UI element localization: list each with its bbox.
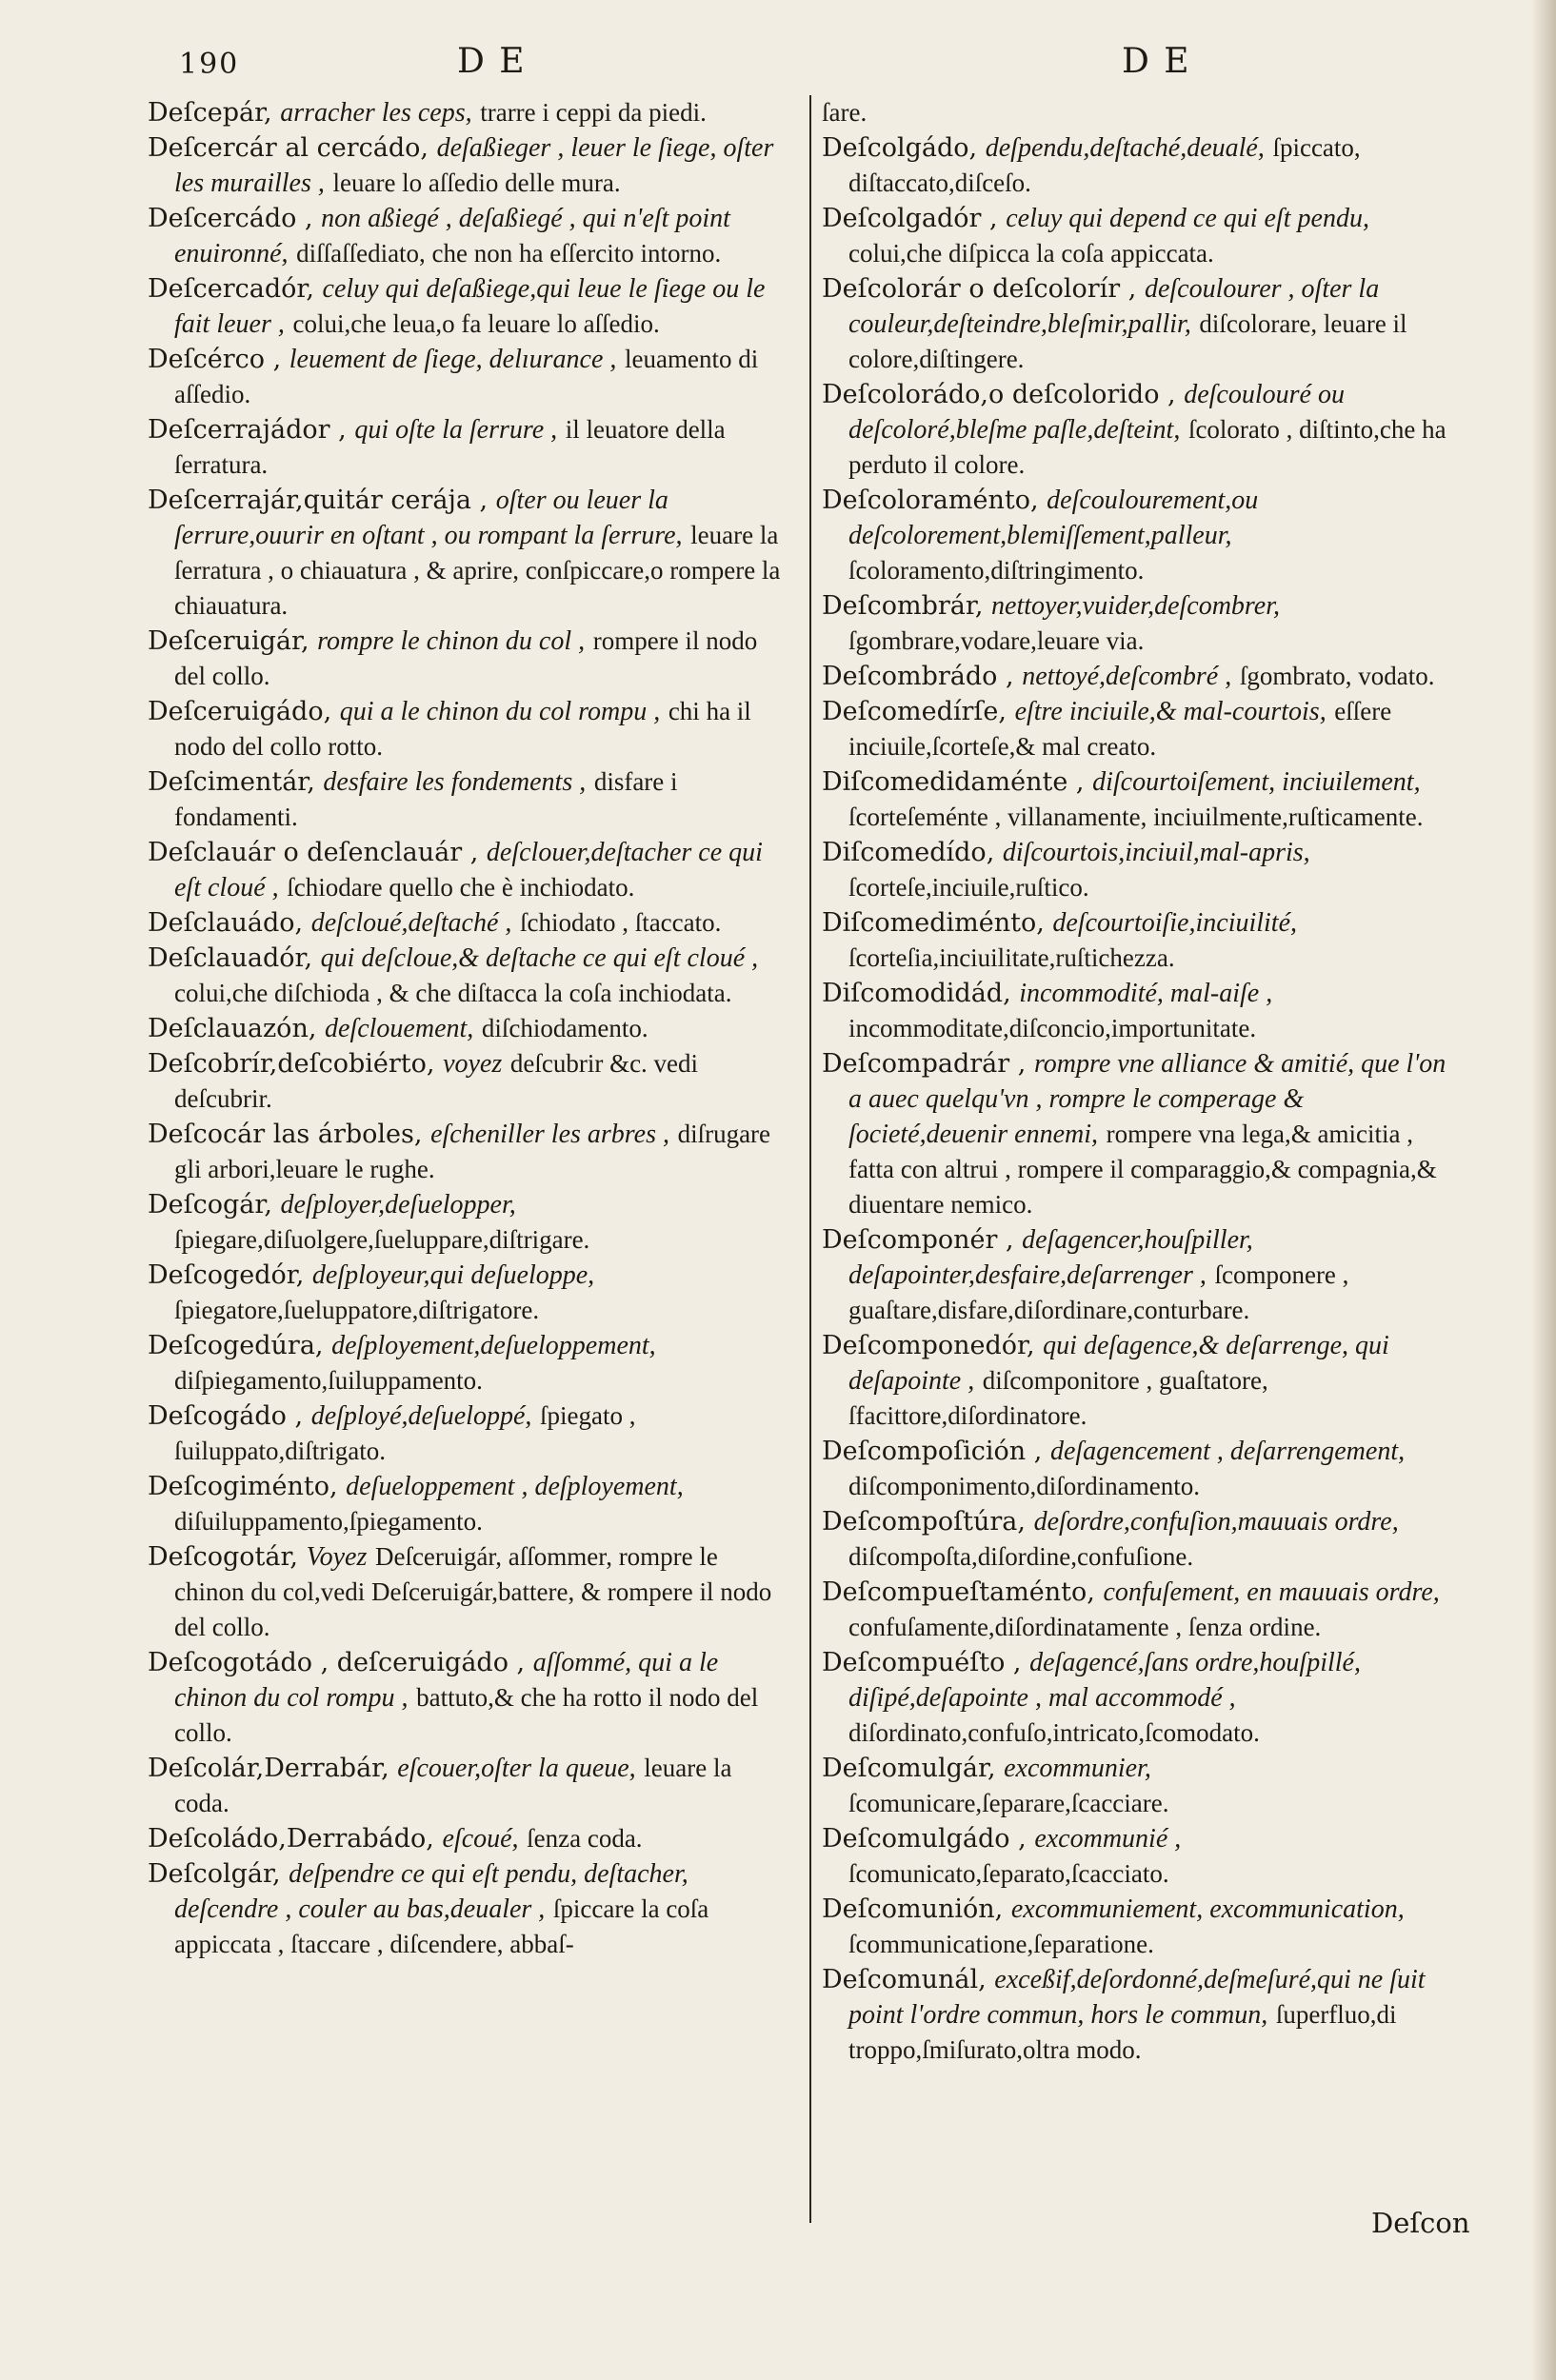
entry-headword: Diſcomodidád, (822, 979, 1011, 1008)
dictionary-entry (148, 1258, 790, 1328)
entry-italian: disfare i fondamenti. (174, 767, 678, 831)
running-head-left: D E (457, 42, 527, 81)
entry-headword: Deſcérco , (148, 345, 282, 374)
entry-french: non aßiegé , deſaßiegé , qui n'eſt point enuironné, (174, 204, 730, 268)
entry-french: deſagencé,ſans ordre,houſpillé, diſipé,deſapointe , mal accommodé , (848, 1648, 1361, 1713)
dictionary-entry (148, 95, 790, 130)
entry-french: leuement de ſiege, delıurance , (289, 345, 617, 374)
entry-headword: Deſcolorár o deſcolorír , (822, 274, 1137, 304)
entry-headword: Deſclauádo, (148, 908, 304, 938)
entry-headword: Deſclauár o deſenclauár , (148, 838, 479, 867)
entry-french: Voyez (306, 1542, 368, 1572)
entry-headword: Deſcocár las árboles, (148, 1120, 423, 1149)
entry-french: aſſommé, qui a le chinon du col rompu , (174, 1648, 719, 1713)
entry-italian: rompere vna lega,& amicitia , fatta con altrui , rompere il comparaggio,& compagnia,& diuentare nemico. (848, 1120, 1437, 1219)
dictionary-entry (148, 130, 790, 201)
entry-headword: Deſcerrajár,quitár cerája , (148, 486, 489, 515)
entry-italian: confuſamente,diſordinatamente , ſenza ordine. (848, 1613, 1322, 1641)
entry-italian: ſare. (822, 98, 868, 127)
entry-italian: ſcomponere , guaſtare,disfare,diſordinare,conturbare. (848, 1260, 1349, 1324)
dictionary-entry (822, 694, 1465, 764)
entry-italian: ſcorteſe,inciuile,ruſtico. (848, 873, 1089, 902)
entry-french: deſclouer,deſtacher ce qui eſt cloué , (174, 838, 763, 902)
entry-italian: ſcolorato , diſtinto,che ha perduto il colore. (848, 415, 1446, 479)
entry-headword: Deſceruigádo, (148, 697, 332, 726)
entry-italian: ſenza coda. (527, 1824, 643, 1853)
entry-french: exceßif,deſordonné,deſmeſuré,qui ne ſuit point l'ordre commun, hors le commun, (848, 1965, 1426, 2030)
entry-french: eſtre inciuile,& mal-courtois, (1014, 697, 1327, 726)
entry-headword: Deſcoloraménto, (822, 486, 1039, 515)
entry-headword: Deſcomulgádo , (822, 1824, 1027, 1854)
dictionary-entry (822, 130, 1465, 201)
entry-french: celuy qui depend ce qui eſt pendu, (1006, 204, 1369, 233)
entry-french: nettoyer,vuider,deſcombrer, (991, 591, 1281, 621)
entry-french: diſcourtois,inciuil,mal-apris, (1002, 838, 1310, 867)
entry-italian: ſuperfluo,di troppo,ſmiſurato,oltra modo. (848, 2000, 1397, 2064)
entry-italian: diſuiluppamento,ſpiegamento. (174, 1507, 483, 1536)
dictionary-entry (148, 1469, 790, 1539)
entry-headword: Deſcogedúra, (148, 1331, 324, 1360)
entry-italian: battuto,& che ha rotto il nodo del collo. (174, 1683, 759, 1747)
entry-italian: colui,che diſpicca la coſa appiccata. (848, 239, 1214, 268)
entry-italian: diſchiodamento. (481, 1014, 648, 1042)
dictionary-entry (148, 1821, 790, 1856)
entry-italian: ſgombrare,vodare,leuare via. (848, 626, 1145, 655)
entry-french: excommuniement, excommunication, (1010, 1894, 1405, 1924)
entry-french: celuy qui deſaßiege,qui leue le ſiege ou le fait leuer , (174, 274, 766, 339)
dictionary-entry (822, 1962, 1465, 2068)
entry-headword: Deſcercádo , (148, 204, 313, 233)
entry-french: qui oſte la ſerrure , (354, 415, 558, 445)
entry-headword: Diſcomediménto, (822, 908, 1045, 938)
dictionary-entry (822, 764, 1465, 835)
running-head (0, 38, 1556, 95)
entry-french: deſcourtoiſie,inciuilité, (1052, 908, 1298, 938)
dictionary-entry (148, 1645, 790, 1751)
entry-french: deſpendre ce qui eſt pendu, deſtacher, deſcendre , couler au bas,deualer , (174, 1859, 688, 1924)
entry-french: excommunié , (1034, 1824, 1182, 1854)
entry-french: qui a le chinon du col rompu , (339, 697, 661, 726)
entry-italian: colui,che diſchioda , & che diſtacca la coſa inchiodata. (174, 979, 732, 1007)
entry-headword: Diſcomedído, (822, 838, 995, 867)
entry-headword: Deſcerrajádor , (148, 415, 347, 445)
entry-headword: Deſcolgár, (148, 1859, 281, 1889)
entry-headword: Deſcompoſición , (822, 1437, 1043, 1466)
left-column (148, 95, 790, 1962)
entry-headword: Deſcomedírſe, (822, 697, 1007, 726)
dictionary-entry (822, 1222, 1465, 1328)
dictionary-entry (822, 905, 1465, 976)
entry-french: excommunier, (1004, 1754, 1151, 1783)
dictionary-entry (822, 588, 1465, 659)
entry-headword: Deſcomunál, (822, 1965, 987, 1994)
entry-french: deſcoulourer , oſter la couleur,deſteindre,bleſmir,pallir, (848, 274, 1380, 339)
entry-headword: Deſcolorádo,o deſcolorido , (822, 380, 1176, 409)
entry-italian: diſcompoſta,diſordine,confuſione. (848, 1542, 1194, 1571)
entry-italian: il leuatore della ſerratura. (174, 415, 726, 479)
dictionary-entry (822, 95, 1465, 130)
entry-headword: Deſclauazón, (148, 1014, 317, 1043)
dictionary-entry (148, 1328, 790, 1398)
dictionary-entry (822, 483, 1465, 588)
entry-headword: Deſcercár al cercádo, (148, 133, 429, 163)
entry-french: eſcheniller les arbres , (430, 1120, 669, 1149)
entry-headword: Deſcolár,Derrabár, (148, 1754, 389, 1783)
entry-french: deſclouement, (325, 1014, 474, 1043)
entry-headword: Deſcompuéſto , (822, 1648, 1022, 1677)
entry-italian: leuare lo aſſedio delle mura. (332, 169, 621, 197)
dictionary-entry (822, 271, 1465, 377)
entry-italian: ſcommunicatione,ſeparatione. (848, 1930, 1154, 1958)
entry-italian: diſſaſſediato, che non ha eſſercito intorno. (296, 239, 722, 268)
dictionary-entry (822, 835, 1465, 905)
entry-french: eſcoué, (442, 1824, 519, 1854)
dictionary-entry (822, 1046, 1465, 1222)
entry-italian: diſpiegamento,ſuiluppamento. (174, 1366, 483, 1395)
entry-french: incommodité, mal-aiſe , (1019, 979, 1273, 1008)
entry-french: qui deſcloue,& deſtache ce qui eſt cloué , (320, 943, 759, 973)
entry-headword: Deſcolgádo, (822, 133, 978, 163)
entry-headword: Deſclauadór, (148, 943, 313, 973)
entry-french: deſcloué,deſtaché , (310, 908, 512, 938)
entry-italian: rompere il nodo del collo. (174, 626, 758, 690)
entry-italian: deſcubrir &c. vedi deſcubrir. (174, 1049, 699, 1113)
entry-french: deſcoulourement,ou deſcolorement,blemiſſement,palleur, (848, 486, 1259, 550)
page-edge-shadow (1531, 0, 1556, 2380)
entry-french: nettoyé,deſcombré , (1022, 662, 1232, 691)
entry-french: voyez (443, 1049, 503, 1079)
entry-headword: Deſcogedór, (148, 1260, 305, 1290)
entry-headword: Deſcomunión, (822, 1894, 1004, 1924)
running-head-right: D E (1122, 42, 1191, 81)
dictionary-entry (822, 1645, 1465, 1751)
entry-italian: ſgombrato, vodato. (1239, 662, 1435, 690)
entry-headword: Deſcombrár, (822, 591, 984, 621)
entry-italian: diſcomponitore , guaſtatore, ſfacittore,diſordinatore. (848, 1366, 1268, 1430)
entry-italian: eſſere inciuile,ſcorteſe,& mal creato. (848, 697, 1392, 761)
entry-headword: Deſcolgadór , (822, 204, 998, 233)
dictionary-entry (148, 764, 790, 835)
dictionary-entry (148, 1751, 790, 1821)
entry-italian: diſcolorare, leuare il colore,diſtingere. (848, 309, 1407, 373)
entry-french: deſordre,confuſion,mauuais ordre, (1033, 1507, 1399, 1537)
entry-italian: leuare la coda. (174, 1754, 732, 1817)
dictionary-entry (148, 1117, 790, 1187)
entry-italian: Deſceruigár, aſſommer, rompre le chinon du col,vedi Deſceruigár,battere, & rompere il nodo del collo. (174, 1542, 772, 1641)
entry-italian: leuare la ſerratura , o chiauatura , & aprire, conſpiccare,o rompere la chiauatura. (174, 521, 781, 620)
entry-french: deſployement,deſueloppement, (331, 1331, 656, 1360)
entry-headword: Deſcepár, (148, 98, 272, 128)
entry-headword: Deſcogádo , (148, 1401, 304, 1431)
column-divider (809, 95, 811, 2223)
entry-italian: diſcomponimento,diſordinamento. (848, 1472, 1200, 1500)
entry-headword: Deſcogotádo , deſceruigádo , (148, 1648, 526, 1677)
entry-italian: ſcomunicato,ſeparato,ſcacciato. (848, 1859, 1169, 1888)
entry-french: arracher les ceps, (280, 98, 472, 128)
entry-headword: Deſcompueſtaménto, (822, 1577, 1095, 1607)
dictionary-entry (822, 976, 1465, 1046)
entry-french: deſcoulouré ou deſcoloré,bleſme paſle,deſteint, (848, 380, 1345, 445)
entry-french: oſter ou leuer la ſerrure,ouurir en oſtant , ou rompant la ſerrure, (174, 486, 683, 550)
right-column (822, 95, 1465, 2068)
dictionary-entry (148, 905, 790, 941)
entry-french: deſployé,deſueloppé, (310, 1401, 532, 1431)
dictionary-entry (148, 1398, 790, 1469)
entry-french: deſaßieger , leuer le ſiege, oſter les murailles , (174, 133, 774, 198)
dictionary-entry (148, 271, 790, 342)
entry-headword: Deſceruigár, (148, 626, 309, 656)
entry-french: rompre le chinon du col , (317, 626, 586, 656)
dictionary-entry (822, 1892, 1465, 1962)
entry-italian: ſcoloramento,diſtringimento. (848, 556, 1145, 585)
entry-french: confuſement, en mauuais ordre, (1103, 1577, 1440, 1607)
dictionary-entry (822, 659, 1465, 694)
dictionary-entry (822, 201, 1465, 271)
entry-headword: Deſcomponedór, (822, 1331, 1035, 1360)
dictionary-entry (148, 941, 790, 1011)
dictionary-entry (148, 1539, 790, 1645)
dictionary-entry (148, 1856, 790, 1962)
entry-italian: ſpiegare,diſuolgere,ſueluppare,diſtrigare. (174, 1225, 590, 1254)
dictionary-entry (148, 694, 790, 764)
dictionary-entry (822, 1434, 1465, 1504)
entry-headword: Deſcombrádo , (822, 662, 1014, 691)
dictionary-entry (822, 1821, 1465, 1892)
entry-headword: Deſcogotár, (148, 1542, 299, 1572)
dictionary-entry (822, 1328, 1465, 1434)
entry-headword: Deſcogiménto, (148, 1472, 338, 1501)
entry-headword: Deſcogár, (148, 1190, 272, 1220)
entry-french: deſueloppement , deſployement, (346, 1472, 684, 1501)
dictionary-entry (148, 624, 790, 694)
dictionary-entry (148, 483, 790, 624)
entry-italian: colui,che leua,o fa leuare lo aſſedio. (292, 309, 660, 338)
entry-headword: Deſcompoſtúra, (822, 1507, 1026, 1537)
entry-french: qui deſagence,& deſarrenge, qui deſapointe , (848, 1331, 1389, 1396)
dictionary-entry (822, 1504, 1465, 1575)
entry-headword: Deſcompadrár , (822, 1049, 1027, 1079)
entry-french: deſagencer,houſpiller, deſapointer,desfaire,deſarrenger , (848, 1225, 1253, 1290)
entry-headword: Deſcimentár, (148, 767, 315, 797)
entry-headword: Deſcomponér , (822, 1225, 1014, 1255)
entry-headword: Deſcoládo,Derrabádo, (148, 1824, 434, 1854)
dictionary-entry (148, 1187, 790, 1258)
entry-headword: Deſcobrír,deſcobiérto, (148, 1049, 435, 1079)
entry-french: rompre vne alliance & amitié, que l'on a auec quelqu'vn , rompre le comperage & ſocieté,deuenir ennemi, (848, 1049, 1446, 1149)
entry-french: deſpendu,deſtaché,deualé, (985, 133, 1265, 163)
entry-italian: diſrugare gli arbori,leuare le rughe. (174, 1120, 771, 1183)
entry-french: deſagencement , deſarrengement, (1049, 1437, 1406, 1466)
entry-italian: leuamento di aſſedio. (174, 345, 759, 408)
entry-italian: ſpiegatore,ſueluppatore,diſtrigatore. (174, 1296, 540, 1324)
entry-italian: ſchiodato , ſtaccato. (519, 908, 722, 937)
catchword: Deſcon (1371, 2207, 1470, 2239)
entry-italian: ſpiegato , ſuiluppato,diſtrigato. (174, 1401, 636, 1465)
entry-italian: ſcorteſeménte , villanamente, inciuilmente,ruſticamente. (848, 803, 1424, 831)
entry-headword: Deſcomulgár, (822, 1754, 996, 1783)
dictionary-entry (148, 412, 790, 483)
entry-french: deſployeur,qui deſueloppe, (311, 1260, 595, 1290)
entry-italian: ſchiodare quello che è inchiodato. (287, 873, 635, 902)
entry-french: diſcourtoiſement, inciuilement, (1092, 767, 1421, 797)
dictionary-entry (148, 342, 790, 412)
entry-italian: ſcomunicare,ſeparare,ſcacciare. (848, 1789, 1169, 1817)
entry-italian: incommoditate,diſconcio,importunitate. (848, 1014, 1257, 1042)
entry-italian: ſpiccato, diſtaccato,diſceſo. (848, 133, 1361, 197)
entry-italian: chi ha il nodo del collo rotto. (174, 697, 751, 761)
entry-italian: ſcorteſia,inciuilitate,ruſtichezza. (848, 943, 1175, 972)
entry-italian: diſordinato,confuſo,intricato,ſcomodato. (848, 1718, 1260, 1747)
entry-french: deſployer,deſuelopper, (280, 1190, 516, 1220)
entry-italian: trarre i ceppi da piedi. (480, 98, 707, 127)
entry-headword: Deſcercadór, (148, 274, 314, 304)
dictionary-entry (148, 1011, 790, 1046)
dictionary-entry (822, 1751, 1465, 1821)
dictionary-entry (148, 835, 790, 905)
entry-italian: ſpiccare la coſa appiccata , ſtaccare , diſcendere, abbaſ- (174, 1894, 709, 1958)
dictionary-entry (148, 1046, 790, 1117)
dictionary-entry (822, 377, 1465, 483)
dictionary-entry (148, 201, 790, 271)
entry-french: eſcouer,oſter la queue, (397, 1754, 636, 1783)
page-number: 190 (179, 48, 240, 81)
entry-french: desfaire les fondements , (323, 767, 587, 797)
entry-headword: Diſcomedidaménte , (822, 767, 1085, 797)
dictionary-entry (822, 1575, 1465, 1645)
